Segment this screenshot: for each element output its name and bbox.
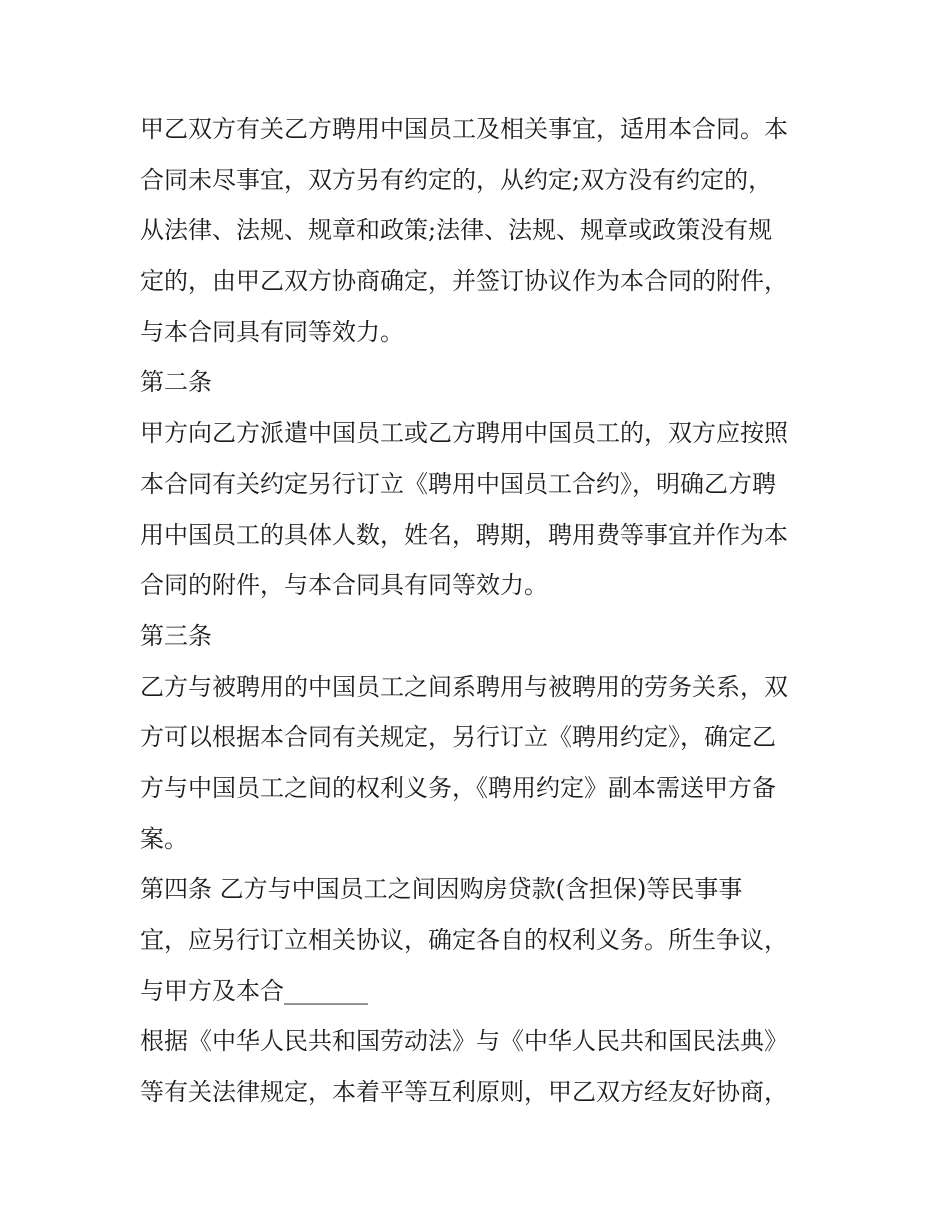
text-line: 甲乙双方有关乙方聘用中国员工及相关事宜，适用本合同。本 [140,115,788,143]
article-heading: 第二条 [140,368,212,397]
text-line: 与甲方及本合_______ [140,976,368,1005]
text-line: 宜，应另行订立相关协议，确定各自的权利义务。所生争议， [140,926,788,954]
text-line: 等有关法律规定，本着平等互利原则，甲乙双方经友好协商， [140,1078,788,1107]
text-line: 本合同有关约定另行订立《聘用中国员工合约》，明确乙方聘 [140,469,776,498]
article-line: 第四条 乙方与中国员工之间因购房贷款(含担保)等民事事 [140,875,743,904]
text-line: 合同的附件，与本合同具有同等效力。 [140,571,548,600]
text-line: 用中国员工的具体人数，姓名，聘期，聘用费等事宜并作为本 [140,520,788,549]
text-line: 方可以根据本合同有关规定，另行订立《聘用约定》，确定乙 [140,723,776,752]
text-line: 从法律、法规、规章和政策;法律、法规、规章或政策没有规 [140,216,773,245]
document-page [140,104,820,1118]
text-line: 根据《中华人民共和国劳动法》与《中华人民共和国民法典》 [140,1027,788,1056]
text-line: 方与中国员工之间的权利义务，《聘用约定》副本需送甲方备 [140,773,776,802]
text-line: 乙方与被聘用的中国员工之间系聘用与被聘用的劳务关系，双 [140,672,788,701]
text-line: 与本合同具有同等效力。 [140,317,404,346]
text-line: 甲方向乙方派遣中国员工或乙方聘用中国员工的，双方应按照 [140,419,788,448]
text-line: 定的，由甲乙双方协商确定，并签订协议作为本合同的附件， [140,267,788,296]
text-line: 案。 [140,824,188,853]
article-heading: 第三条 [140,621,212,650]
text-line: 合同未尽事宜，双方另有约定的，从约定;双方没有约定的， [140,165,773,194]
